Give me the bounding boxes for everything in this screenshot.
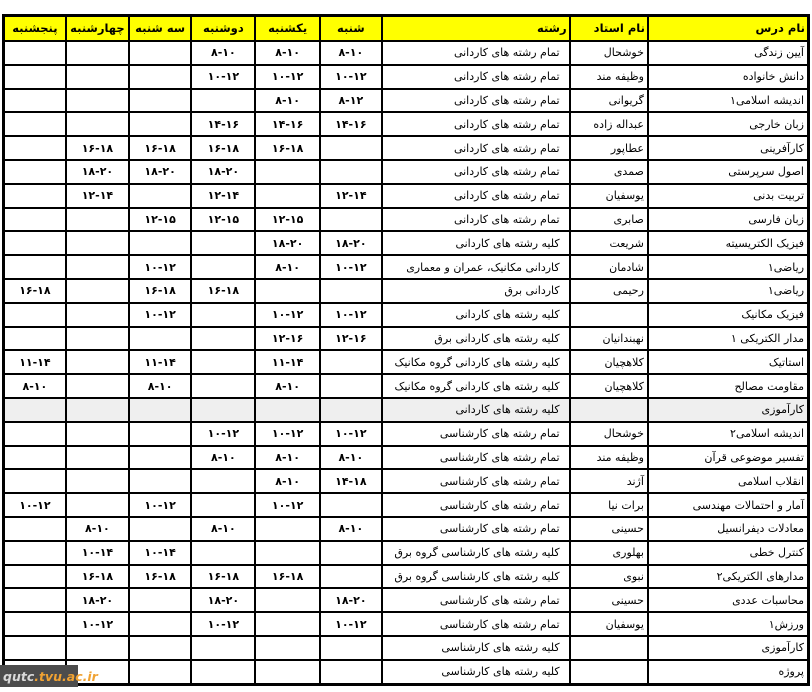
time-cell-sunday: [255, 588, 319, 612]
major-cell: کلیه رشته های کاردانی گروه مکانیک: [382, 374, 570, 398]
time-cell-sunday: [255, 541, 319, 565]
course-name-cell: پروژه: [648, 660, 809, 684]
time-cell-thursday: ۱۱-۱۴: [4, 350, 66, 374]
teacher-name-cell: [570, 636, 648, 660]
time-cell-wednesday: ۸-۱۰: [66, 517, 129, 541]
time-cell-wednesday: ۱۰-۱۲: [66, 612, 129, 636]
time-cell-saturday: [320, 398, 382, 422]
course-name-cell: دانش خانواده: [648, 65, 809, 89]
time-cell-saturday: ۱۴-۱۸: [320, 469, 382, 493]
table-row: [4, 136, 809, 160]
time-cell-sunday: ۱۴-۱۶: [255, 112, 319, 136]
teacher-name-cell: یوسفیان: [570, 612, 648, 636]
course-name-cell: کارآموزی: [648, 398, 809, 422]
time-cell-monday: ۱۶-۱۸: [191, 136, 255, 160]
time-cell-tuesday: ۱۰-۱۲: [129, 255, 191, 279]
table-row: [4, 422, 809, 446]
time-cell-tuesday: [129, 398, 191, 422]
time-cell-sunday: ۸-۱۰: [255, 446, 319, 470]
time-cell-wednesday: [66, 350, 129, 374]
teacher-name-cell: کلاهچیان: [570, 374, 648, 398]
course-name-cell: زبان خارجی: [648, 112, 809, 136]
time-cell-saturday: [320, 374, 382, 398]
time-cell-saturday: ۱۸-۲۰: [320, 231, 382, 255]
teacher-name-cell: یوسفیان: [570, 184, 648, 208]
major-cell: کلیه رشته های کارشناسی: [382, 660, 570, 684]
course-name-cell: زبان فارسی: [648, 208, 809, 232]
time-cell-saturday: ۸-۱۰: [320, 517, 382, 541]
time-cell-thursday: [4, 565, 66, 589]
major-cell: کلیه رشته های کاردانی: [382, 303, 570, 327]
time-cell-saturday: [320, 493, 382, 517]
time-cell-wednesday: [66, 303, 129, 327]
course-name-cell: محاسبات عددی: [648, 588, 809, 612]
time-cell-tuesday: ۱۶-۱۸: [129, 279, 191, 303]
time-cell-monday: [191, 303, 255, 327]
course-name-cell: ریاضی۱: [648, 255, 809, 279]
time-cell-monday: ۱۰-۱۲: [191, 612, 255, 636]
time-cell-saturday: [320, 350, 382, 374]
time-cell-tuesday: ۸-۱۰: [129, 374, 191, 398]
time-cell-sunday: ۸-۱۰: [255, 89, 319, 113]
table-row: [4, 231, 809, 255]
teacher-name-cell: صمدی: [570, 160, 648, 184]
time-cell-wednesday: ۱۸-۲۰: [66, 160, 129, 184]
time-cell-sunday: [255, 398, 319, 422]
time-cell-monday: ۱۸-۲۰: [191, 588, 255, 612]
time-cell-thursday: [4, 112, 66, 136]
time-cell-saturday: ۸-۱۰: [320, 446, 382, 470]
time-cell-sunday: ۱۸-۲۰: [255, 231, 319, 255]
course-name-cell: آیین زندگی: [648, 41, 809, 65]
time-cell-sunday: ۱۰-۱۲: [255, 303, 319, 327]
time-cell-thursday: [4, 636, 66, 660]
header-teacher-name: نام استاد: [570, 16, 648, 42]
teacher-name-cell: کلاهچیان: [570, 350, 648, 374]
time-cell-wednesday: [66, 374, 129, 398]
teacher-name-cell: وظیفه مند: [570, 446, 648, 470]
time-cell-tuesday: [129, 327, 191, 351]
time-cell-monday: [191, 89, 255, 113]
header-day-tuesday: سه شنبه: [129, 16, 191, 42]
time-cell-thursday: ۸-۱۰: [4, 374, 66, 398]
course-name-cell: ریاضی۱: [648, 279, 809, 303]
time-cell-sunday: [255, 636, 319, 660]
time-cell-monday: ۱۲-۱۵: [191, 208, 255, 232]
watermark-suffix: .tvu.ac.ir: [34, 668, 98, 684]
major-cell: کلیه رشته های کاردانی: [382, 398, 570, 422]
time-cell-thursday: [4, 303, 66, 327]
course-name-cell: آمار و احتمالات مهندسی: [648, 493, 809, 517]
header-course-name: نام درس: [648, 16, 809, 42]
time-cell-sunday: ۱۶-۱۸: [255, 136, 319, 160]
time-cell-monday: [191, 398, 255, 422]
time-cell-tuesday: [129, 446, 191, 470]
time-cell-tuesday: [129, 469, 191, 493]
table-row: [4, 303, 809, 327]
time-cell-saturday: ۱۰-۱۲: [320, 65, 382, 89]
time-cell-monday: ۱۲-۱۴: [191, 184, 255, 208]
table-row: [4, 398, 809, 422]
table-row: [4, 327, 809, 351]
time-cell-saturday: [320, 160, 382, 184]
time-cell-monday: [191, 469, 255, 493]
time-cell-saturday: ۱۰-۱۲: [320, 422, 382, 446]
time-cell-saturday: [320, 636, 382, 660]
time-cell-wednesday: [66, 469, 129, 493]
time-cell-tuesday: [129, 41, 191, 65]
table-row: [4, 65, 809, 89]
header-major: رشته: [382, 16, 570, 42]
time-cell-saturday: ۱۰-۱۲: [320, 612, 382, 636]
time-cell-saturday: [320, 279, 382, 303]
time-cell-thursday: [4, 517, 66, 541]
time-cell-monday: [191, 327, 255, 351]
time-cell-thursday: [4, 184, 66, 208]
table-row: [4, 660, 809, 684]
course-name-cell: معادلات دیفرانسیل: [648, 517, 809, 541]
major-cell: تمام رشته های کاردانی: [382, 208, 570, 232]
time-cell-tuesday: [129, 588, 191, 612]
time-cell-tuesday: ۱۰-۱۲: [129, 303, 191, 327]
time-cell-saturday: ۸-۱۲: [320, 89, 382, 113]
time-cell-sunday: [255, 612, 319, 636]
time-cell-monday: ۱۴-۱۶: [191, 112, 255, 136]
table-row: [4, 612, 809, 636]
time-cell-sunday: ۸-۱۰: [255, 41, 319, 65]
time-cell-monday: ۱۰-۱۲: [191, 422, 255, 446]
time-cell-wednesday: [66, 231, 129, 255]
header-row: [4, 16, 809, 42]
time-cell-wednesday: [66, 112, 129, 136]
time-cell-thursday: ۱۰-۱۲: [4, 493, 66, 517]
time-cell-saturday: [320, 541, 382, 565]
time-cell-thursday: [4, 469, 66, 493]
time-cell-saturday: [320, 136, 382, 160]
teacher-name-cell: [570, 303, 648, 327]
time-cell-monday: [191, 255, 255, 279]
time-cell-saturday: ۱۲-۱۴: [320, 184, 382, 208]
time-cell-thursday: [4, 136, 66, 160]
teacher-name-cell: [570, 660, 648, 684]
time-cell-thursday: [4, 41, 66, 65]
time-cell-tuesday: ۱۱-۱۴: [129, 350, 191, 374]
time-cell-saturday: [320, 660, 382, 684]
time-cell-wednesday: ۱۲-۱۴: [66, 184, 129, 208]
time-cell-thursday: [4, 588, 66, 612]
teacher-name-cell: رحیمی: [570, 279, 648, 303]
major-cell: کلیه رشته های کارشناسی گروه برق: [382, 541, 570, 565]
course-name-cell: تربیت بدنی: [648, 184, 809, 208]
table-row: [4, 41, 809, 65]
time-cell-wednesday: [66, 636, 129, 660]
major-cell: تمام رشته های کارشناسی: [382, 588, 570, 612]
course-name-cell: اندیشه اسلامی۱: [648, 89, 809, 113]
time-cell-saturday: ۱۴-۱۶: [320, 112, 382, 136]
header-day-thursday: پنجشنبه: [4, 16, 66, 42]
time-cell-thursday: [4, 422, 66, 446]
time-cell-sunday: [255, 660, 319, 684]
header-day-wednesday: چهارشنبه: [66, 16, 129, 42]
time-cell-sunday: ۱۱-۱۴: [255, 350, 319, 374]
time-cell-sunday: ۸-۱۰: [255, 374, 319, 398]
time-cell-sunday: ۱۰-۱۲: [255, 65, 319, 89]
header-day-monday: دوشنبه: [191, 16, 255, 42]
major-cell: تمام رشته های کارشناسی: [382, 517, 570, 541]
time-cell-thursday: [4, 231, 66, 255]
course-name-cell: استاتیک: [648, 350, 809, 374]
table-row: [4, 446, 809, 470]
teacher-name-cell: [570, 398, 648, 422]
time-cell-monday: ۱۸-۲۰: [191, 160, 255, 184]
time-cell-monday: ۸-۱۰: [191, 446, 255, 470]
time-cell-tuesday: ۱۰-۱۲: [129, 493, 191, 517]
major-cell: تمام رشته های کاردانی: [382, 160, 570, 184]
major-cell: کلیه رشته های کاردانی گروه مکانیک: [382, 350, 570, 374]
table-row: [4, 279, 809, 303]
time-cell-monday: [191, 541, 255, 565]
teacher-name-cell: شادمان: [570, 255, 648, 279]
teacher-name-cell: آژند: [570, 469, 648, 493]
time-cell-wednesday: [66, 65, 129, 89]
major-cell: تمام رشته های کارشناسی: [382, 469, 570, 493]
teacher-name-cell: صابری: [570, 208, 648, 232]
teacher-name-cell: عطاپور: [570, 136, 648, 160]
time-cell-tuesday: [129, 612, 191, 636]
course-schedule-table: [2, 14, 810, 686]
course-name-cell: فیزیک مکانیک: [648, 303, 809, 327]
major-cell: کلیه رشته های کارشناسی گروه برق: [382, 565, 570, 589]
time-cell-thursday: ۱۶-۱۸: [4, 279, 66, 303]
header-day-sunday: یکشنبه: [255, 16, 319, 42]
table-row: [4, 350, 809, 374]
time-cell-sunday: ۱۰-۱۲: [255, 493, 319, 517]
time-cell-wednesday: [66, 279, 129, 303]
time-cell-monday: ۱۶-۱۸: [191, 279, 255, 303]
time-cell-thursday: [4, 541, 66, 565]
major-cell: کاردانی برق: [382, 279, 570, 303]
table-row: [4, 588, 809, 612]
time-cell-tuesday: [129, 422, 191, 446]
course-name-cell: فیزیک الکتریسیته: [648, 231, 809, 255]
major-cell: کلیه رشته های کاردانی: [382, 231, 570, 255]
major-cell: تمام رشته های کاردانی: [382, 65, 570, 89]
teacher-name-cell: خوشحال: [570, 422, 648, 446]
major-cell: تمام رشته های کاردانی: [382, 41, 570, 65]
time-cell-sunday: ۸-۱۰: [255, 255, 319, 279]
time-cell-sunday: [255, 517, 319, 541]
time-cell-tuesday: [129, 184, 191, 208]
time-cell-saturday: [320, 565, 382, 589]
time-cell-sunday: ۱۰-۱۲: [255, 422, 319, 446]
time-cell-thursday: [4, 208, 66, 232]
table-row: [4, 565, 809, 589]
time-cell-wednesday: [66, 398, 129, 422]
teacher-name-cell: نبوی: [570, 565, 648, 589]
time-cell-tuesday: [129, 112, 191, 136]
time-cell-wednesday: ۱۰-۱۴: [66, 541, 129, 565]
time-cell-monday: [191, 636, 255, 660]
time-cell-thursday: [4, 612, 66, 636]
time-cell-sunday: ۱۲-۱۶: [255, 327, 319, 351]
table-row: [4, 208, 809, 232]
course-name-cell: کارآفرینی: [648, 136, 809, 160]
teacher-name-cell: نهبندانیان: [570, 327, 648, 351]
time-cell-wednesday: ۱۸-۲۰: [66, 588, 129, 612]
course-name-cell: انقلاب اسلامی: [648, 469, 809, 493]
major-cell: تمام رشته های کارشناسی: [382, 446, 570, 470]
table-row: [4, 160, 809, 184]
time-cell-monday: ۱۶-۱۸: [191, 565, 255, 589]
time-cell-monday: [191, 350, 255, 374]
time-cell-tuesday: ۱۲-۱۵: [129, 208, 191, 232]
time-cell-thursday: [4, 160, 66, 184]
teacher-name-cell: وظیفه مند: [570, 65, 648, 89]
major-cell: کلیه رشته های کارشناسی: [382, 636, 570, 660]
time-cell-wednesday: [66, 208, 129, 232]
time-cell-sunday: ۱۶-۱۸: [255, 565, 319, 589]
time-cell-tuesday: ۱۶-۱۸: [129, 565, 191, 589]
course-name-cell: مدار الکتریکی ۱: [648, 327, 809, 351]
table-row: [4, 636, 809, 660]
table-row: [4, 517, 809, 541]
time-cell-wednesday: [66, 446, 129, 470]
time-cell-wednesday: [66, 493, 129, 517]
table-row: [4, 184, 809, 208]
time-cell-monday: [191, 374, 255, 398]
course-name-cell: اصول سرپرستی: [648, 160, 809, 184]
time-cell-tuesday: [129, 231, 191, 255]
time-cell-sunday: [255, 160, 319, 184]
major-cell: تمام رشته های کارشناسی: [382, 612, 570, 636]
time-cell-wednesday: [66, 89, 129, 113]
time-cell-saturday: [320, 208, 382, 232]
course-name-cell: ورزش۱: [648, 612, 809, 636]
teacher-name-cell: گریوانی: [570, 89, 648, 113]
table-row: [4, 374, 809, 398]
time-cell-tuesday: [129, 65, 191, 89]
time-cell-wednesday: [66, 422, 129, 446]
time-cell-thursday: [4, 65, 66, 89]
teacher-name-cell: حسینی: [570, 588, 648, 612]
time-cell-tuesday: ۱۰-۱۴: [129, 541, 191, 565]
time-cell-monday: [191, 231, 255, 255]
table-row: [4, 493, 809, 517]
schedule-body: [4, 41, 809, 684]
time-cell-sunday: [255, 184, 319, 208]
teacher-name-cell: بهلوری: [570, 541, 648, 565]
time-cell-wednesday: [66, 41, 129, 65]
teacher-name-cell: حسینی: [570, 517, 648, 541]
time-cell-sunday: ۸-۱۰: [255, 469, 319, 493]
course-name-cell: کارآموزی: [648, 636, 809, 660]
table-row: [4, 541, 809, 565]
time-cell-tuesday: ۱۸-۲۰: [129, 160, 191, 184]
time-cell-tuesday: [129, 89, 191, 113]
course-name-cell: کنترل خطی: [648, 541, 809, 565]
teacher-name-cell: خوشحال: [570, 41, 648, 65]
major-cell: تمام رشته های کاردانی: [382, 89, 570, 113]
time-cell-wednesday: [66, 327, 129, 351]
major-cell: تمام رشته های کاردانی: [382, 112, 570, 136]
major-cell: تمام رشته های کاردانی: [382, 136, 570, 160]
time-cell-saturday: ۱۰-۱۲: [320, 303, 382, 327]
time-cell-monday: [191, 660, 255, 684]
table-row: [4, 469, 809, 493]
time-cell-monday: ۸-۱۰: [191, 517, 255, 541]
major-cell: کاردانی مکانیک، عمران و معماری: [382, 255, 570, 279]
time-cell-saturday: ۱۲-۱۶: [320, 327, 382, 351]
header-day-saturday: شنبه: [320, 16, 382, 42]
time-cell-tuesday: ۱۶-۱۸: [129, 136, 191, 160]
time-cell-thursday: [4, 255, 66, 279]
time-cell-thursday: [4, 327, 66, 351]
time-cell-saturday: ۱۸-۲۰: [320, 588, 382, 612]
time-cell-monday: ۸-۱۰: [191, 41, 255, 65]
time-cell-wednesday: ۱۶-۱۸: [66, 136, 129, 160]
course-name-cell: اندیشه اسلامی۲: [648, 422, 809, 446]
time-cell-monday: ۱۰-۱۲: [191, 65, 255, 89]
time-cell-sunday: [255, 279, 319, 303]
teacher-name-cell: عبداله زاده: [570, 112, 648, 136]
major-cell: تمام رشته های کارشناسی: [382, 493, 570, 517]
time-cell-wednesday: ۱۶-۱۸: [66, 565, 129, 589]
time-cell-saturday: ۱۰-۱۲: [320, 255, 382, 279]
course-name-cell: تفسیر موضوعی قرآن: [648, 446, 809, 470]
course-name-cell: مقاومت مصالح: [648, 374, 809, 398]
teacher-name-cell: برات نیا: [570, 493, 648, 517]
watermark-prefix: qutc: [3, 668, 35, 684]
course-name-cell: مدارهای الکتریکی۲: [648, 565, 809, 589]
site-watermark: [0, 665, 98, 687]
time-cell-saturday: ۸-۱۰: [320, 41, 382, 65]
major-cell: تمام رشته های کاردانی: [382, 184, 570, 208]
time-cell-sunday: ۱۲-۱۵: [255, 208, 319, 232]
time-cell-thursday: [4, 89, 66, 113]
time-cell-thursday: [4, 446, 66, 470]
major-cell: کلیه رشته های کاردانی برق: [382, 327, 570, 351]
teacher-name-cell: شریعت: [570, 231, 648, 255]
time-cell-wednesday: [66, 255, 129, 279]
time-cell-tuesday: [129, 660, 191, 684]
time-cell-monday: [191, 493, 255, 517]
major-cell: تمام رشته های کارشناسی: [382, 422, 570, 446]
table-row: [4, 112, 809, 136]
time-cell-thursday: [4, 398, 66, 422]
time-cell-tuesday: [129, 517, 191, 541]
table-row: [4, 255, 809, 279]
time-cell-tuesday: [129, 636, 191, 660]
table-row: [4, 89, 809, 113]
